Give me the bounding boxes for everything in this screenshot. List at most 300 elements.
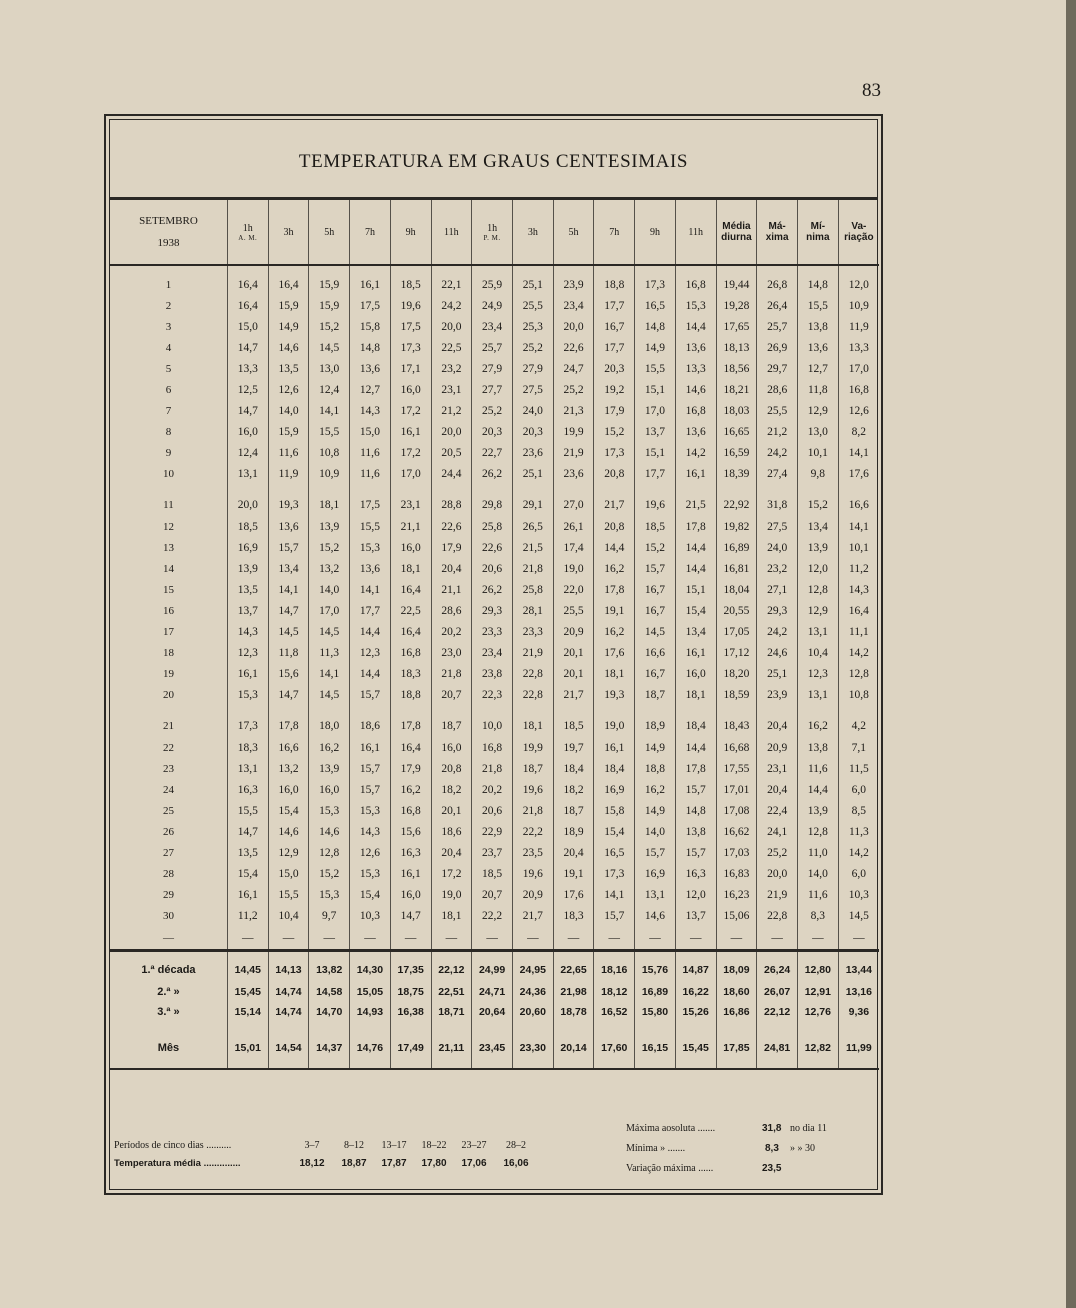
value-cell: 19,7 bbox=[553, 737, 594, 758]
value-cell: 10,8 bbox=[309, 443, 350, 464]
summary-value: 15,14 bbox=[227, 1002, 268, 1022]
value-cell: 13,7 bbox=[675, 906, 716, 927]
value-cell: 16,0 bbox=[431, 737, 472, 758]
header-extra-line1: Média bbox=[722, 221, 751, 232]
value-cell: 18,7 bbox=[512, 758, 553, 779]
value-cell: 14,7 bbox=[390, 906, 431, 927]
summary-row bbox=[110, 950, 879, 982]
value-cell: 16,1 bbox=[390, 864, 431, 885]
summary-value: 16,22 bbox=[675, 982, 716, 1002]
value-cell: 23,2 bbox=[431, 358, 472, 379]
value-cell: 14,4 bbox=[675, 316, 716, 337]
value-cell: 14,2 bbox=[838, 643, 879, 664]
summary-value: 26,24 bbox=[757, 950, 798, 982]
value-cell: 17,7 bbox=[635, 464, 676, 485]
summary-value: 23,45 bbox=[472, 1022, 513, 1069]
value-cell: 14,8 bbox=[675, 800, 716, 821]
value-cell: 16,3 bbox=[390, 842, 431, 863]
value-cell: 15,7 bbox=[635, 842, 676, 863]
value-cell: 21,8 bbox=[512, 558, 553, 579]
value-cell: 19,0 bbox=[431, 885, 472, 906]
value-cell: 16,2 bbox=[309, 737, 350, 758]
value-cell: 23,4 bbox=[472, 643, 513, 664]
table-frame-inner bbox=[109, 119, 878, 1190]
day-cell: 2 bbox=[165, 299, 172, 312]
value-cell: 19,6 bbox=[512, 864, 553, 885]
value-cell: 20,9 bbox=[553, 622, 594, 643]
value-cell: 13,0 bbox=[309, 358, 350, 379]
summary-value: 14,70 bbox=[309, 1002, 350, 1022]
value-cell: 16,3 bbox=[675, 864, 716, 885]
value-cell: 19,9 bbox=[553, 422, 594, 443]
value-cell: 20,5 bbox=[431, 443, 472, 464]
summary-value: 15,80 bbox=[635, 1002, 676, 1022]
value-cell: 21,2 bbox=[431, 401, 472, 422]
value-cell: 16,0 bbox=[390, 379, 431, 400]
table-row bbox=[110, 758, 879, 779]
value-cell: 11,6 bbox=[268, 443, 309, 464]
value-cell: 14,1 bbox=[838, 516, 879, 537]
value-cell: 20,0 bbox=[553, 316, 594, 337]
value-cell: 13,9 bbox=[309, 758, 350, 779]
day-cell: 1 bbox=[165, 278, 172, 291]
temperature-table bbox=[110, 200, 879, 1070]
value-cell: 21,1 bbox=[431, 579, 472, 600]
value-cell: 10,4 bbox=[797, 643, 838, 664]
header-extra-2 bbox=[797, 200, 838, 265]
table-row bbox=[110, 464, 879, 485]
value-cell: 16,8 bbox=[675, 265, 716, 295]
value-cell: 23,4 bbox=[553, 295, 594, 316]
value-cell: 22,0 bbox=[553, 579, 594, 600]
value-cell: 24,7 bbox=[553, 358, 594, 379]
value-cell: 12,8 bbox=[797, 579, 838, 600]
value-cell: 12,9 bbox=[797, 401, 838, 422]
value-cell: 15,7 bbox=[350, 758, 391, 779]
value-cell: 24,4 bbox=[431, 464, 472, 485]
summary-value: 9,36 bbox=[838, 1002, 879, 1022]
table-row bbox=[110, 779, 879, 800]
table-row bbox=[110, 537, 879, 558]
value-cell: 10,3 bbox=[838, 885, 879, 906]
value-cell: 16,4 bbox=[390, 622, 431, 643]
value-cell: 25,3 bbox=[512, 316, 553, 337]
value-cell: 27,4 bbox=[757, 464, 798, 485]
value-cell: 14,5 bbox=[635, 622, 676, 643]
value-cell: 13,1 bbox=[797, 685, 838, 706]
value-cell: 17,3 bbox=[594, 864, 635, 885]
table-row bbox=[110, 579, 879, 600]
value-cell: 25,2 bbox=[472, 401, 513, 422]
value-cell: 18,5 bbox=[390, 265, 431, 295]
value-cell: 16,0 bbox=[309, 779, 350, 800]
value-cell: 18,0 bbox=[309, 706, 350, 737]
value-cell: 14,3 bbox=[227, 622, 268, 643]
table-row bbox=[110, 316, 879, 337]
var-label: Variação máxima ...... bbox=[626, 1163, 714, 1174]
value-cell: 24,0 bbox=[512, 401, 553, 422]
value-cell: 18,2 bbox=[431, 779, 472, 800]
value-cell: 18,1 bbox=[390, 558, 431, 579]
value-cell: 14,3 bbox=[350, 401, 391, 422]
value-cell: 14,1 bbox=[309, 401, 350, 422]
value-cell: 17,5 bbox=[390, 316, 431, 337]
table-row bbox=[110, 443, 879, 464]
value-cell: 13,6 bbox=[675, 422, 716, 443]
min-value: 8,3 bbox=[765, 1143, 779, 1154]
header-col-hour: 7h bbox=[364, 226, 375, 238]
summary-value: 21,11 bbox=[431, 1022, 472, 1069]
value-cell: 24,6 bbox=[757, 643, 798, 664]
value-cell: 16,1 bbox=[675, 643, 716, 664]
table-row bbox=[110, 821, 879, 842]
header-extra-line1: Va- bbox=[851, 221, 867, 232]
value-cell: 10,9 bbox=[309, 464, 350, 485]
value-cell: 16,1 bbox=[227, 664, 268, 685]
value-cell: — bbox=[512, 927, 553, 951]
value-cell: 24,1 bbox=[757, 821, 798, 842]
value-cell: 15,2 bbox=[309, 537, 350, 558]
value-cell: 20,1 bbox=[553, 643, 594, 664]
value-cell: 23,9 bbox=[553, 265, 594, 295]
value-cell: 15,5 bbox=[635, 358, 676, 379]
value-cell: 14,4 bbox=[350, 664, 391, 685]
value-cell: 16,2 bbox=[594, 558, 635, 579]
value-cell: 13,6 bbox=[797, 337, 838, 358]
summary-value: 20,60 bbox=[512, 1002, 553, 1022]
value-cell: 17,0 bbox=[838, 358, 879, 379]
summary-value: 24,99 bbox=[472, 950, 513, 982]
value-cell: 29,1 bbox=[512, 485, 553, 516]
value-cell: 10,1 bbox=[838, 537, 879, 558]
value-cell: 18,20 bbox=[716, 664, 757, 685]
value-cell: 20,3 bbox=[512, 422, 553, 443]
value-cell: 16,0 bbox=[675, 664, 716, 685]
table-row bbox=[110, 558, 879, 579]
value-cell: 25,5 bbox=[512, 295, 553, 316]
value-cell: 24,0 bbox=[757, 537, 798, 558]
value-cell: 16,83 bbox=[716, 864, 757, 885]
table-row bbox=[110, 422, 879, 443]
value-cell: 29,3 bbox=[757, 600, 798, 621]
value-cell: 16,8 bbox=[838, 379, 879, 400]
value-cell: 23,8 bbox=[472, 664, 513, 685]
value-cell: 18,8 bbox=[635, 758, 676, 779]
value-cell: 20,2 bbox=[472, 779, 513, 800]
value-cell: 26,1 bbox=[553, 516, 594, 537]
value-cell: 20,3 bbox=[472, 422, 513, 443]
table-row bbox=[110, 906, 879, 927]
value-cell: 14,4 bbox=[797, 779, 838, 800]
value-cell: 15,5 bbox=[227, 800, 268, 821]
value-cell: 15,1 bbox=[635, 443, 676, 464]
value-cell: 29,8 bbox=[472, 485, 513, 516]
summary-value: 16,52 bbox=[594, 1002, 635, 1022]
value-cell: 18,1 bbox=[309, 485, 350, 516]
header-col-1 bbox=[268, 200, 309, 265]
header-extra-line2: diurna bbox=[721, 232, 752, 243]
value-cell: 14,4 bbox=[350, 622, 391, 643]
value-cell: — bbox=[594, 927, 635, 951]
value-cell: — bbox=[350, 927, 391, 951]
day-cell: 7 bbox=[165, 405, 172, 418]
value-cell: 16,4 bbox=[390, 579, 431, 600]
value-cell: 8,3 bbox=[797, 906, 838, 927]
table-row bbox=[110, 864, 879, 885]
value-cell: 20,4 bbox=[431, 558, 472, 579]
value-cell: 16,23 bbox=[716, 885, 757, 906]
value-cell: 12,9 bbox=[797, 600, 838, 621]
value-cell: 23,6 bbox=[553, 464, 594, 485]
value-cell: 26,9 bbox=[757, 337, 798, 358]
value-cell: 25,1 bbox=[512, 464, 553, 485]
value-cell: 18,1 bbox=[431, 906, 472, 927]
value-cell: 18,21 bbox=[716, 379, 757, 400]
value-cell: 7,1 bbox=[838, 737, 879, 758]
value-cell: 17,01 bbox=[716, 779, 757, 800]
summary-value: 20,14 bbox=[553, 1022, 594, 1069]
value-cell: 25,9 bbox=[472, 265, 513, 295]
value-cell: 16,68 bbox=[716, 737, 757, 758]
value-cell: 16,9 bbox=[594, 779, 635, 800]
header-extra-line1: Mí- bbox=[810, 221, 826, 232]
header-col-period: A. M. bbox=[238, 233, 258, 242]
value-cell: 15,6 bbox=[268, 664, 309, 685]
value-cell: 20,0 bbox=[431, 316, 472, 337]
value-cell: 16,7 bbox=[635, 579, 676, 600]
header-col-3 bbox=[350, 200, 391, 265]
value-cell: 17,2 bbox=[390, 443, 431, 464]
value-cell: 18,9 bbox=[553, 821, 594, 842]
value-cell: 15,3 bbox=[350, 864, 391, 885]
value-cell: 9,7 bbox=[309, 906, 350, 927]
value-cell: 17,0 bbox=[390, 464, 431, 485]
value-cell: 15,7 bbox=[675, 842, 716, 863]
value-cell: 10,4 bbox=[268, 906, 309, 927]
value-cell: 14,0 bbox=[268, 401, 309, 422]
header-col-10 bbox=[635, 200, 676, 265]
value-cell: 16,3 bbox=[227, 779, 268, 800]
value-cell: 20,9 bbox=[757, 737, 798, 758]
value-cell: 14,1 bbox=[838, 443, 879, 464]
value-cell: 18,3 bbox=[553, 906, 594, 927]
value-cell: 15,3 bbox=[227, 685, 268, 706]
value-cell: 16,7 bbox=[635, 600, 676, 621]
header-col-hour: 7h bbox=[609, 226, 620, 238]
value-cell: 22,5 bbox=[431, 337, 472, 358]
value-cell: 23,9 bbox=[757, 685, 798, 706]
day-cell: 12 bbox=[162, 520, 174, 533]
value-cell: 12,0 bbox=[675, 885, 716, 906]
summary-value: 13,16 bbox=[838, 982, 879, 1002]
value-cell: 15,3 bbox=[675, 295, 716, 316]
value-cell: 8,5 bbox=[838, 800, 879, 821]
day-cell: 3 bbox=[165, 320, 172, 333]
value-cell: 14,2 bbox=[675, 443, 716, 464]
value-cell: 11,6 bbox=[797, 885, 838, 906]
value-cell: 15,4 bbox=[675, 600, 716, 621]
value-cell: 22,92 bbox=[716, 485, 757, 516]
value-cell: 14,8 bbox=[350, 337, 391, 358]
value-cell: 26,4 bbox=[757, 295, 798, 316]
value-cell: 22,7 bbox=[472, 443, 513, 464]
header-col-hour: 11h bbox=[444, 226, 459, 238]
value-cell: 17,6 bbox=[838, 464, 879, 485]
value-cell: 17,55 bbox=[716, 758, 757, 779]
value-cell: 15,8 bbox=[594, 800, 635, 821]
value-cell: 15,7 bbox=[675, 779, 716, 800]
value-cell: 10,3 bbox=[350, 906, 391, 927]
value-cell: 15,0 bbox=[227, 316, 268, 337]
value-cell: 11,6 bbox=[797, 758, 838, 779]
value-cell: 14,0 bbox=[635, 821, 676, 842]
value-cell: 21,5 bbox=[512, 537, 553, 558]
value-cell: 15,7 bbox=[594, 906, 635, 927]
value-cell: 16,89 bbox=[716, 537, 757, 558]
value-cell: 21,3 bbox=[553, 401, 594, 422]
value-cell: 19,2 bbox=[594, 379, 635, 400]
summary-value: 14,54 bbox=[268, 1022, 309, 1069]
period-range: 23–27 bbox=[461, 1140, 487, 1151]
value-cell: 28,8 bbox=[431, 485, 472, 516]
value-cell: 15,9 bbox=[309, 265, 350, 295]
summary-value: 20,64 bbox=[472, 1002, 513, 1022]
value-cell: 16,6 bbox=[838, 485, 879, 516]
value-cell: 16,1 bbox=[350, 265, 391, 295]
header-extra-1 bbox=[757, 200, 798, 265]
value-cell: 15,2 bbox=[635, 537, 676, 558]
value-cell: 15,8 bbox=[350, 316, 391, 337]
value-cell: 14,1 bbox=[309, 664, 350, 685]
table-row bbox=[110, 685, 879, 706]
value-cell: 13,7 bbox=[227, 600, 268, 621]
value-cell: 19,9 bbox=[512, 737, 553, 758]
table-body bbox=[110, 265, 879, 1069]
summary-value: 14,13 bbox=[268, 950, 309, 982]
period-range: 8–12 bbox=[344, 1140, 364, 1151]
value-cell: 19,6 bbox=[635, 485, 676, 516]
summary-value: 24,81 bbox=[757, 1022, 798, 1069]
value-cell: — bbox=[553, 927, 594, 951]
value-cell: 18,03 bbox=[716, 401, 757, 422]
value-cell: 10,0 bbox=[472, 706, 513, 737]
value-cell: 16,2 bbox=[594, 622, 635, 643]
value-cell: 22,8 bbox=[757, 906, 798, 927]
value-cell: 16,2 bbox=[390, 779, 431, 800]
value-cell: 16,5 bbox=[635, 295, 676, 316]
value-cell: 26,2 bbox=[472, 579, 513, 600]
summary-value: 15,45 bbox=[227, 982, 268, 1002]
value-cell: 17,3 bbox=[390, 337, 431, 358]
day-cell: 23 bbox=[162, 762, 174, 775]
header-col-5 bbox=[431, 200, 472, 265]
value-cell: 19,1 bbox=[553, 864, 594, 885]
summary-value: 15,05 bbox=[350, 982, 391, 1002]
value-cell: 17,2 bbox=[431, 864, 472, 885]
table-row bbox=[110, 295, 879, 316]
value-cell: 11,1 bbox=[838, 622, 879, 643]
value-cell: 19,0 bbox=[553, 558, 594, 579]
value-cell: 15,4 bbox=[227, 864, 268, 885]
value-cell: 25,2 bbox=[512, 337, 553, 358]
header-row bbox=[110, 200, 879, 265]
value-cell: 16,8 bbox=[472, 737, 513, 758]
value-cell: 13,6 bbox=[350, 558, 391, 579]
value-cell: 16,7 bbox=[635, 664, 676, 685]
header-col-hour: 3h bbox=[283, 226, 294, 238]
value-cell: 17,0 bbox=[309, 600, 350, 621]
value-cell: 16,4 bbox=[268, 265, 309, 295]
value-cell: 14,3 bbox=[350, 821, 391, 842]
table-row bbox=[110, 643, 879, 664]
period-temperature: 16,06 bbox=[503, 1158, 529, 1169]
value-cell: 19,3 bbox=[268, 485, 309, 516]
value-cell: 17,4 bbox=[553, 537, 594, 558]
value-cell: 14,6 bbox=[309, 821, 350, 842]
day-cell: 4 bbox=[165, 341, 172, 354]
value-cell: 10,8 bbox=[838, 685, 879, 706]
day-cell: 5 bbox=[165, 362, 172, 375]
summary-value: 18,09 bbox=[716, 950, 757, 982]
value-cell: 24,9 bbox=[472, 295, 513, 316]
value-cell: 15,2 bbox=[797, 485, 838, 516]
table-row bbox=[110, 265, 879, 295]
value-cell: 15,2 bbox=[594, 422, 635, 443]
summary-value: 11,99 bbox=[838, 1022, 879, 1069]
value-cell: 27,5 bbox=[757, 516, 798, 537]
value-cell: 19,1 bbox=[594, 600, 635, 621]
value-cell: 12,4 bbox=[227, 443, 268, 464]
value-cell: 17,1 bbox=[390, 358, 431, 379]
value-cell: 18,04 bbox=[716, 579, 757, 600]
value-cell: 13,0 bbox=[797, 422, 838, 443]
value-cell: 17,3 bbox=[635, 265, 676, 295]
value-cell: 16,8 bbox=[390, 643, 431, 664]
value-cell: 20,6 bbox=[472, 800, 513, 821]
table-row bbox=[110, 622, 879, 643]
value-cell: 12,3 bbox=[227, 643, 268, 664]
value-cell: 11,6 bbox=[350, 443, 391, 464]
value-cell: 15,7 bbox=[635, 558, 676, 579]
value-cell: 13,2 bbox=[309, 558, 350, 579]
value-cell: 13,3 bbox=[838, 337, 879, 358]
value-cell: 15,3 bbox=[350, 537, 391, 558]
value-cell: 13,6 bbox=[350, 358, 391, 379]
value-cell: 18,5 bbox=[553, 706, 594, 737]
value-cell: 11,2 bbox=[838, 558, 879, 579]
summary-value: 24,95 bbox=[512, 950, 553, 982]
value-cell: — bbox=[635, 927, 676, 951]
value-cell: 21,9 bbox=[512, 643, 553, 664]
value-cell: 26,5 bbox=[512, 516, 553, 537]
value-cell: 18,5 bbox=[472, 864, 513, 885]
summary-value: 16,38 bbox=[390, 1002, 431, 1022]
table-row bbox=[110, 885, 879, 906]
header-col-hour: 11h bbox=[688, 226, 703, 238]
value-cell: 13,4 bbox=[675, 622, 716, 643]
value-cell: 25,7 bbox=[472, 337, 513, 358]
value-cell: 15,1 bbox=[675, 579, 716, 600]
value-cell: 23,1 bbox=[431, 379, 472, 400]
value-cell: 12,0 bbox=[797, 558, 838, 579]
value-cell: 28,1 bbox=[512, 600, 553, 621]
value-cell: 14,6 bbox=[635, 906, 676, 927]
value-cell: 13,4 bbox=[797, 516, 838, 537]
value-cell: 17,8 bbox=[675, 758, 716, 779]
value-cell: 18,59 bbox=[716, 685, 757, 706]
summary-label: 2.ª » bbox=[157, 985, 180, 998]
value-cell: 28,6 bbox=[757, 379, 798, 400]
